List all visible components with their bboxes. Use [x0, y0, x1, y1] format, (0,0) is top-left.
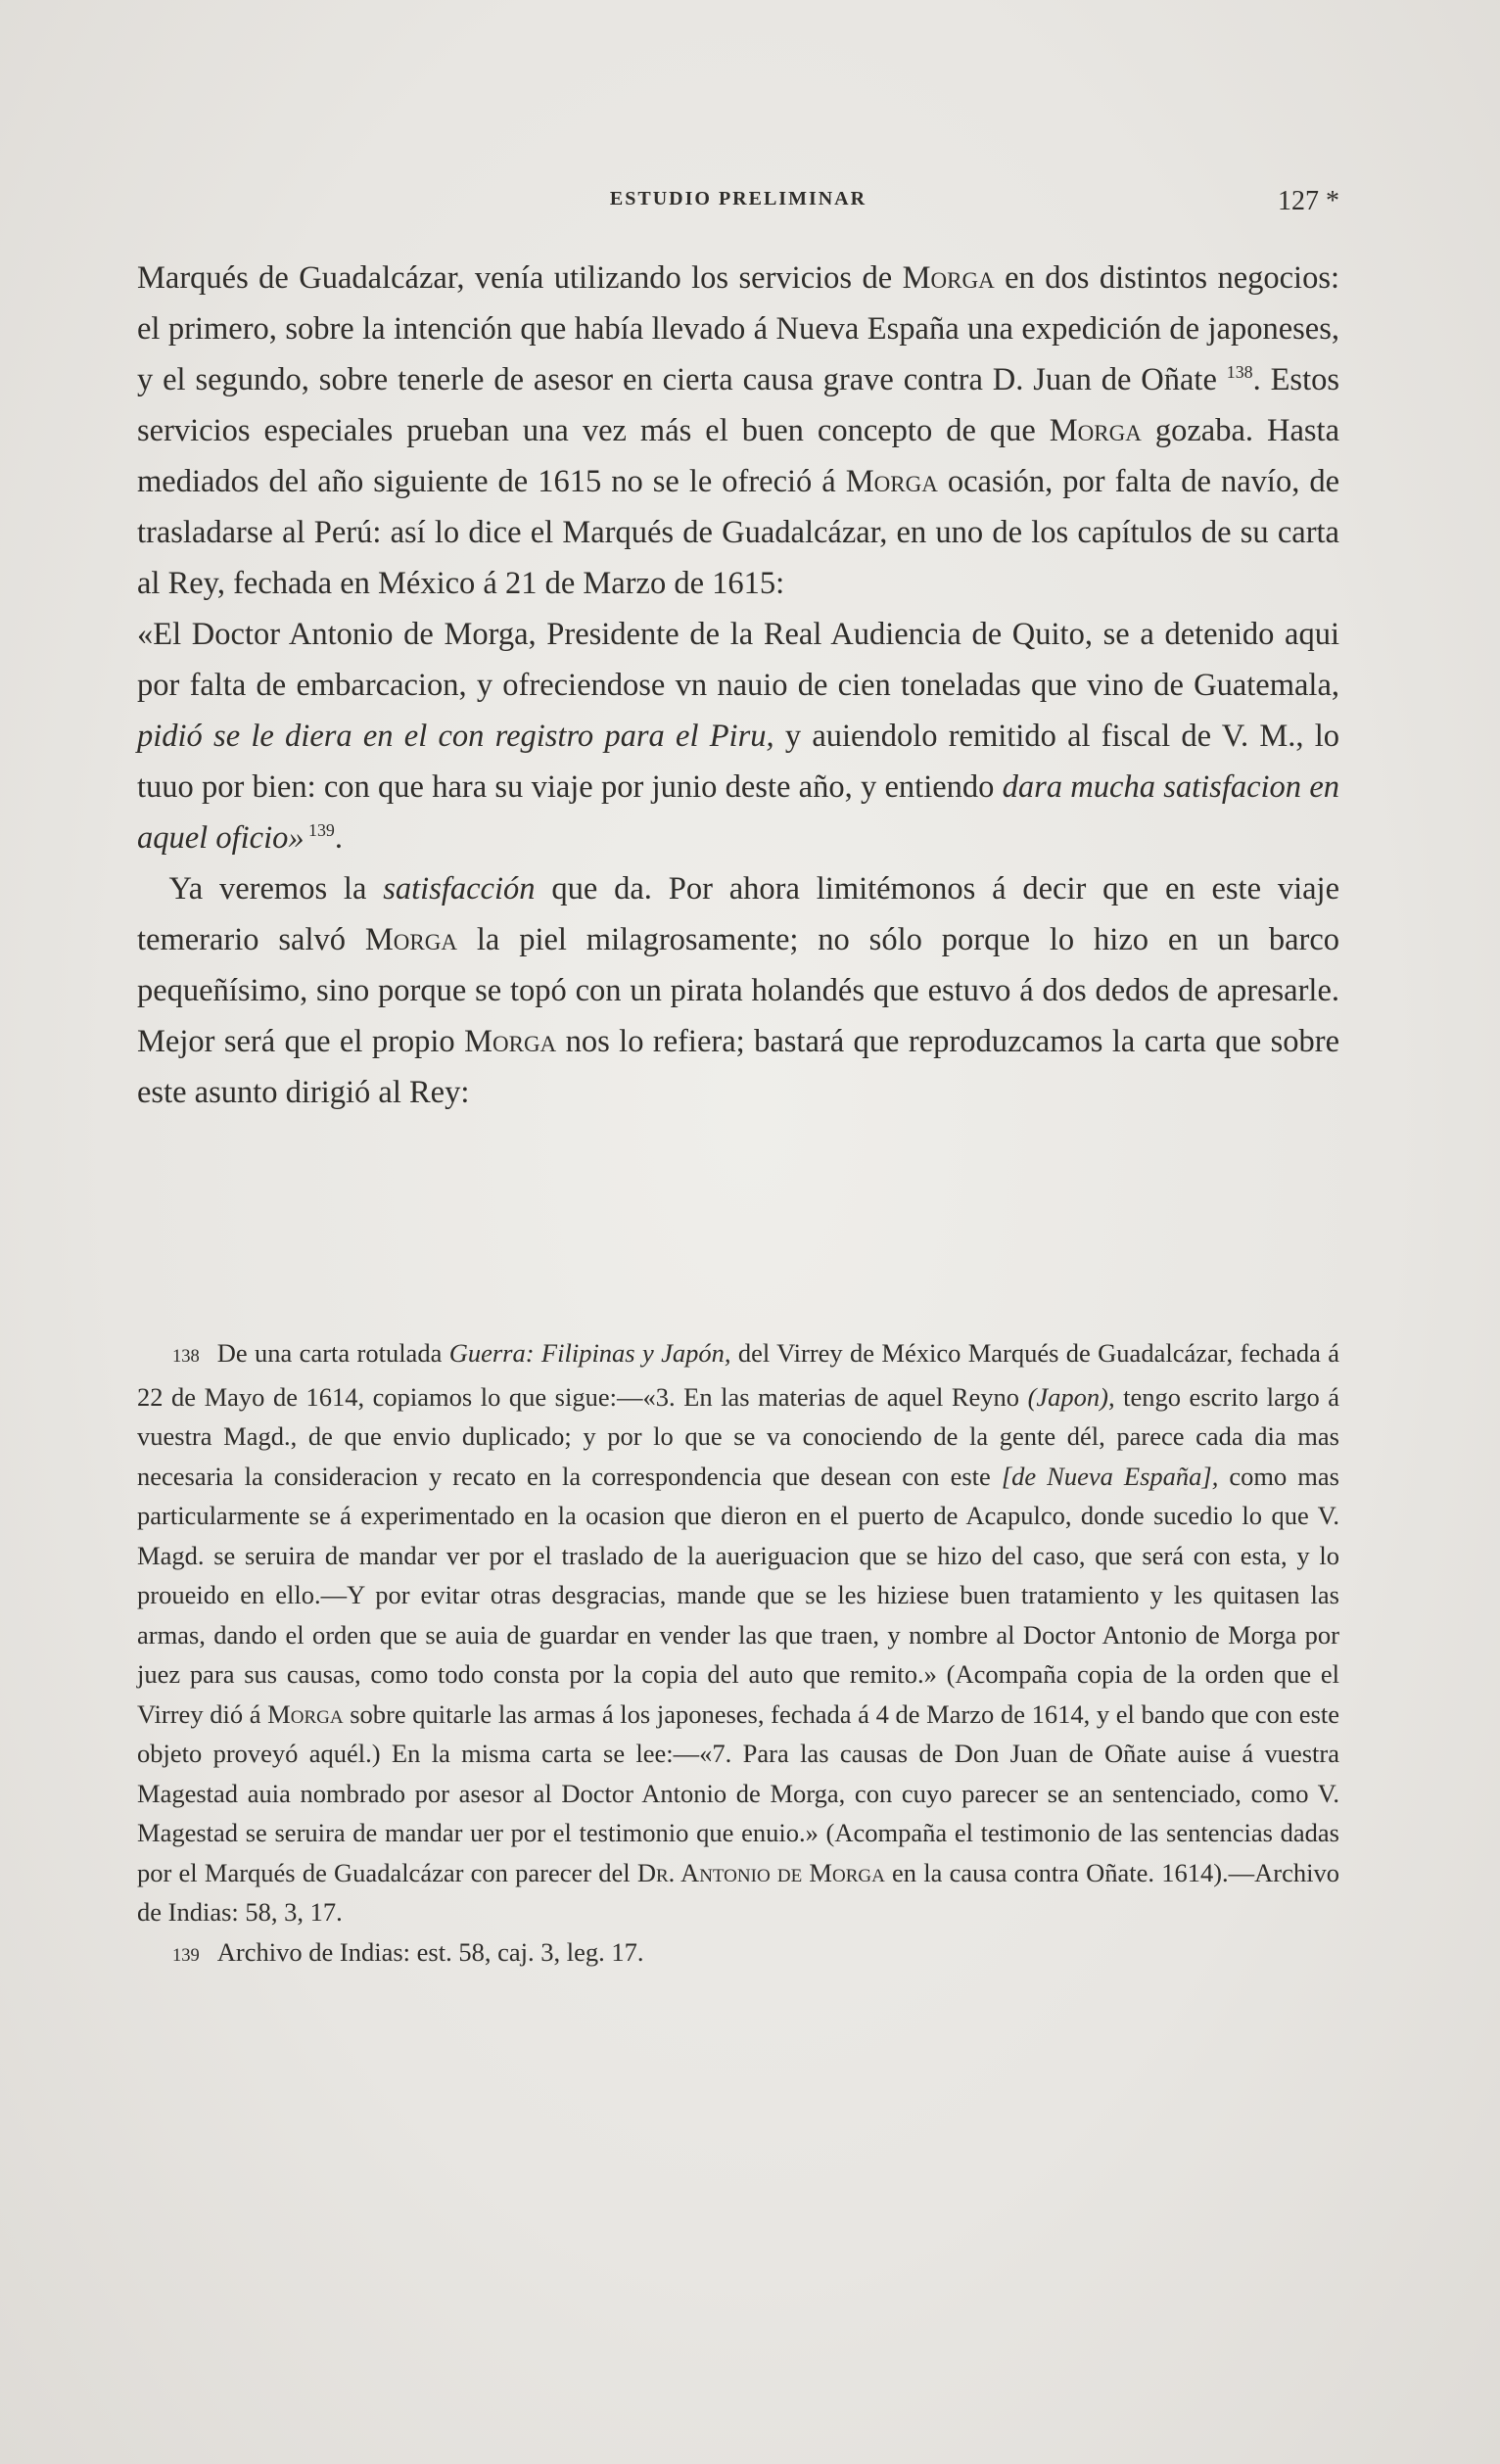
footnote-139	[137, 1932, 1339, 1976]
paragraph-3	[137, 863, 1339, 1118]
footnote-number: 139	[172, 1944, 200, 1966]
text-run: De una carta rotulada	[216, 1338, 449, 1368]
page-header	[137, 188, 1339, 219]
text-run: como mas particularmente se á experimentado en la ocasion que dieron en el puerto de Acapulco, donde sucedio lo que V. Magd. se seruira de mandar ver por el traslado de la aueriguacion que se hizo del caso, que será con esta, y lo proueido en ello.—Y por evitar otras desgracias, mande que se les hiziese buen tratamiento y les quitasen las armas, dando el orden que se auia de guardar en vender las que traen, y nombre al Doctor Antonio de Morga por juez para sus causas, como todo consta por la copia del auto que remito.» (Acompaña copia de la orden que el Virrey dió á	[137, 1461, 1339, 1729]
footnote-ref-138: 138	[1226, 362, 1253, 383]
italic-run: satisfacción	[383, 871, 536, 907]
text-run: en dos distintos negocios: el primero, sobre la intención que había llevado á Nueva España una expedición de japoneses, y el segundo, sobre tenerle de asesor en cierta causa grave contra D. Juan de Oñate	[137, 260, 1339, 397]
text-run: en la causa contra Oñate. 1614).—Archivo de Indias: 58, 3, 17.	[137, 1857, 1339, 1927]
name-morga: Morga	[267, 1698, 344, 1729]
name-dr-antonio-de-morga: Dr. Antonio de Morga	[636, 1857, 885, 1887]
text-run: gozaba. Hasta mediados del año siguiente de 1615 no se le ofreció á	[137, 413, 1339, 499]
paragraph-1	[137, 253, 1339, 609]
text-run: . Estos servicios especiales prueban una vez más el buen concepto de que	[137, 362, 1339, 448]
name-morga: Morga	[464, 1024, 557, 1059]
footnote-ref-139: 139	[304, 820, 335, 841]
text-run: del Virrey de México Marqués de Guadalcázar, fechada á 22 de Mayo de 1614, copiamos lo que sigue:—«3. En las materias de aquel Reyno	[137, 1338, 1339, 1412]
italic-run: Guerra: Filipinas y Japón,	[448, 1338, 731, 1368]
text-run: Ya veremos la	[168, 871, 384, 907]
name-morga: Morga	[902, 260, 995, 296]
text-run: .	[334, 820, 343, 856]
italic-run: pidió se le diera en el con registro para el Piru,	[137, 719, 774, 754]
running-head: ESTUDIO PRELIMINAR	[609, 188, 867, 209]
footnotes	[137, 1333, 1339, 1976]
name-morga: Morga	[1049, 413, 1142, 448]
footnote-138	[137, 1333, 1339, 1932]
italic-run: dara mucha satisfacion en aquel oficio»	[137, 769, 1339, 856]
text-run: Archivo de Indias: est. 58, caj. 3, leg. 17.	[216, 1936, 644, 1967]
text-run: sobre quitarle las armas á los japoneses, fechada á 4 de Marzo de 1614, y el bando que con este objeto proveyó aquél.) En la misma carta se lee:—«7. Para las causas de Don Juan de Oñate auise á vuestra Magestad auia nombrado por asesor al Doctor Antonio de Morga, con cuyo parecer se an sentenciado, como V. Magestad se seruira de mandar uer por el testimonio que enuio.» (Acompaña el testimonio de las sentencias dadas por el Marqués de Guadalcázar con parecer del	[137, 1698, 1340, 1887]
italic-run: [de Nueva España],	[1001, 1461, 1219, 1491]
name-morga: Morga	[364, 922, 457, 957]
text-run: que da. Por ahora limitémonos á decir que en este viaje temerario salvó	[137, 871, 1339, 957]
name-morga: Morga	[845, 464, 938, 499]
paragraph-2-quote	[137, 609, 1339, 863]
text-run: «El Doctor Antonio de Morga, Presidente de la Real Audiencia de Quito, se a detenido aqui por falta de embarcacion, y ofreciendose vn nauio de cien toneladas que vino de Guatemala,	[137, 617, 1339, 703]
text-run: Marqués de Guadalcázar, venía utilizando los servicios de	[137, 260, 903, 296]
italic-run: (Japon),	[1027, 1381, 1115, 1412]
text-run: ocasión, por falta de navío, de trasladarse al Perú: así lo dice el Marqués de Guadalcázar, en uno de los capítulos de su carta al Rey, fechada en México á 21 de Marzo de 1615:	[137, 464, 1339, 601]
text-run: la piel milagrosamente; no sólo porque lo hizo en un barco pequeñísimo, sino porque se topó con un pirata holandés que estuvo á dos dedos de apresarle. Mejor será que el propio	[137, 922, 1339, 1059]
page-number: 127 *	[1278, 186, 1339, 216]
footnote-number: 138	[172, 1346, 200, 1367]
text-run: tengo escrito largo á vuestra Magd., de que envio duplicado; y por lo que se va conociendo de la gente dél, parece cada dia mas necesaria la consideracion y recato en la correspondencia que desean con este	[137, 1381, 1339, 1491]
text-run: y auiendolo remitido al fiscal de V. M., lo tuuo por bien: con que hara su viaje por junio deste año, y entiendo	[137, 719, 1339, 805]
text-run: nos lo refiera; bastará que reproduzcamos la carta que sobre este asunto dirigió al Rey:	[137, 1024, 1339, 1110]
main-text	[137, 253, 1339, 1118]
